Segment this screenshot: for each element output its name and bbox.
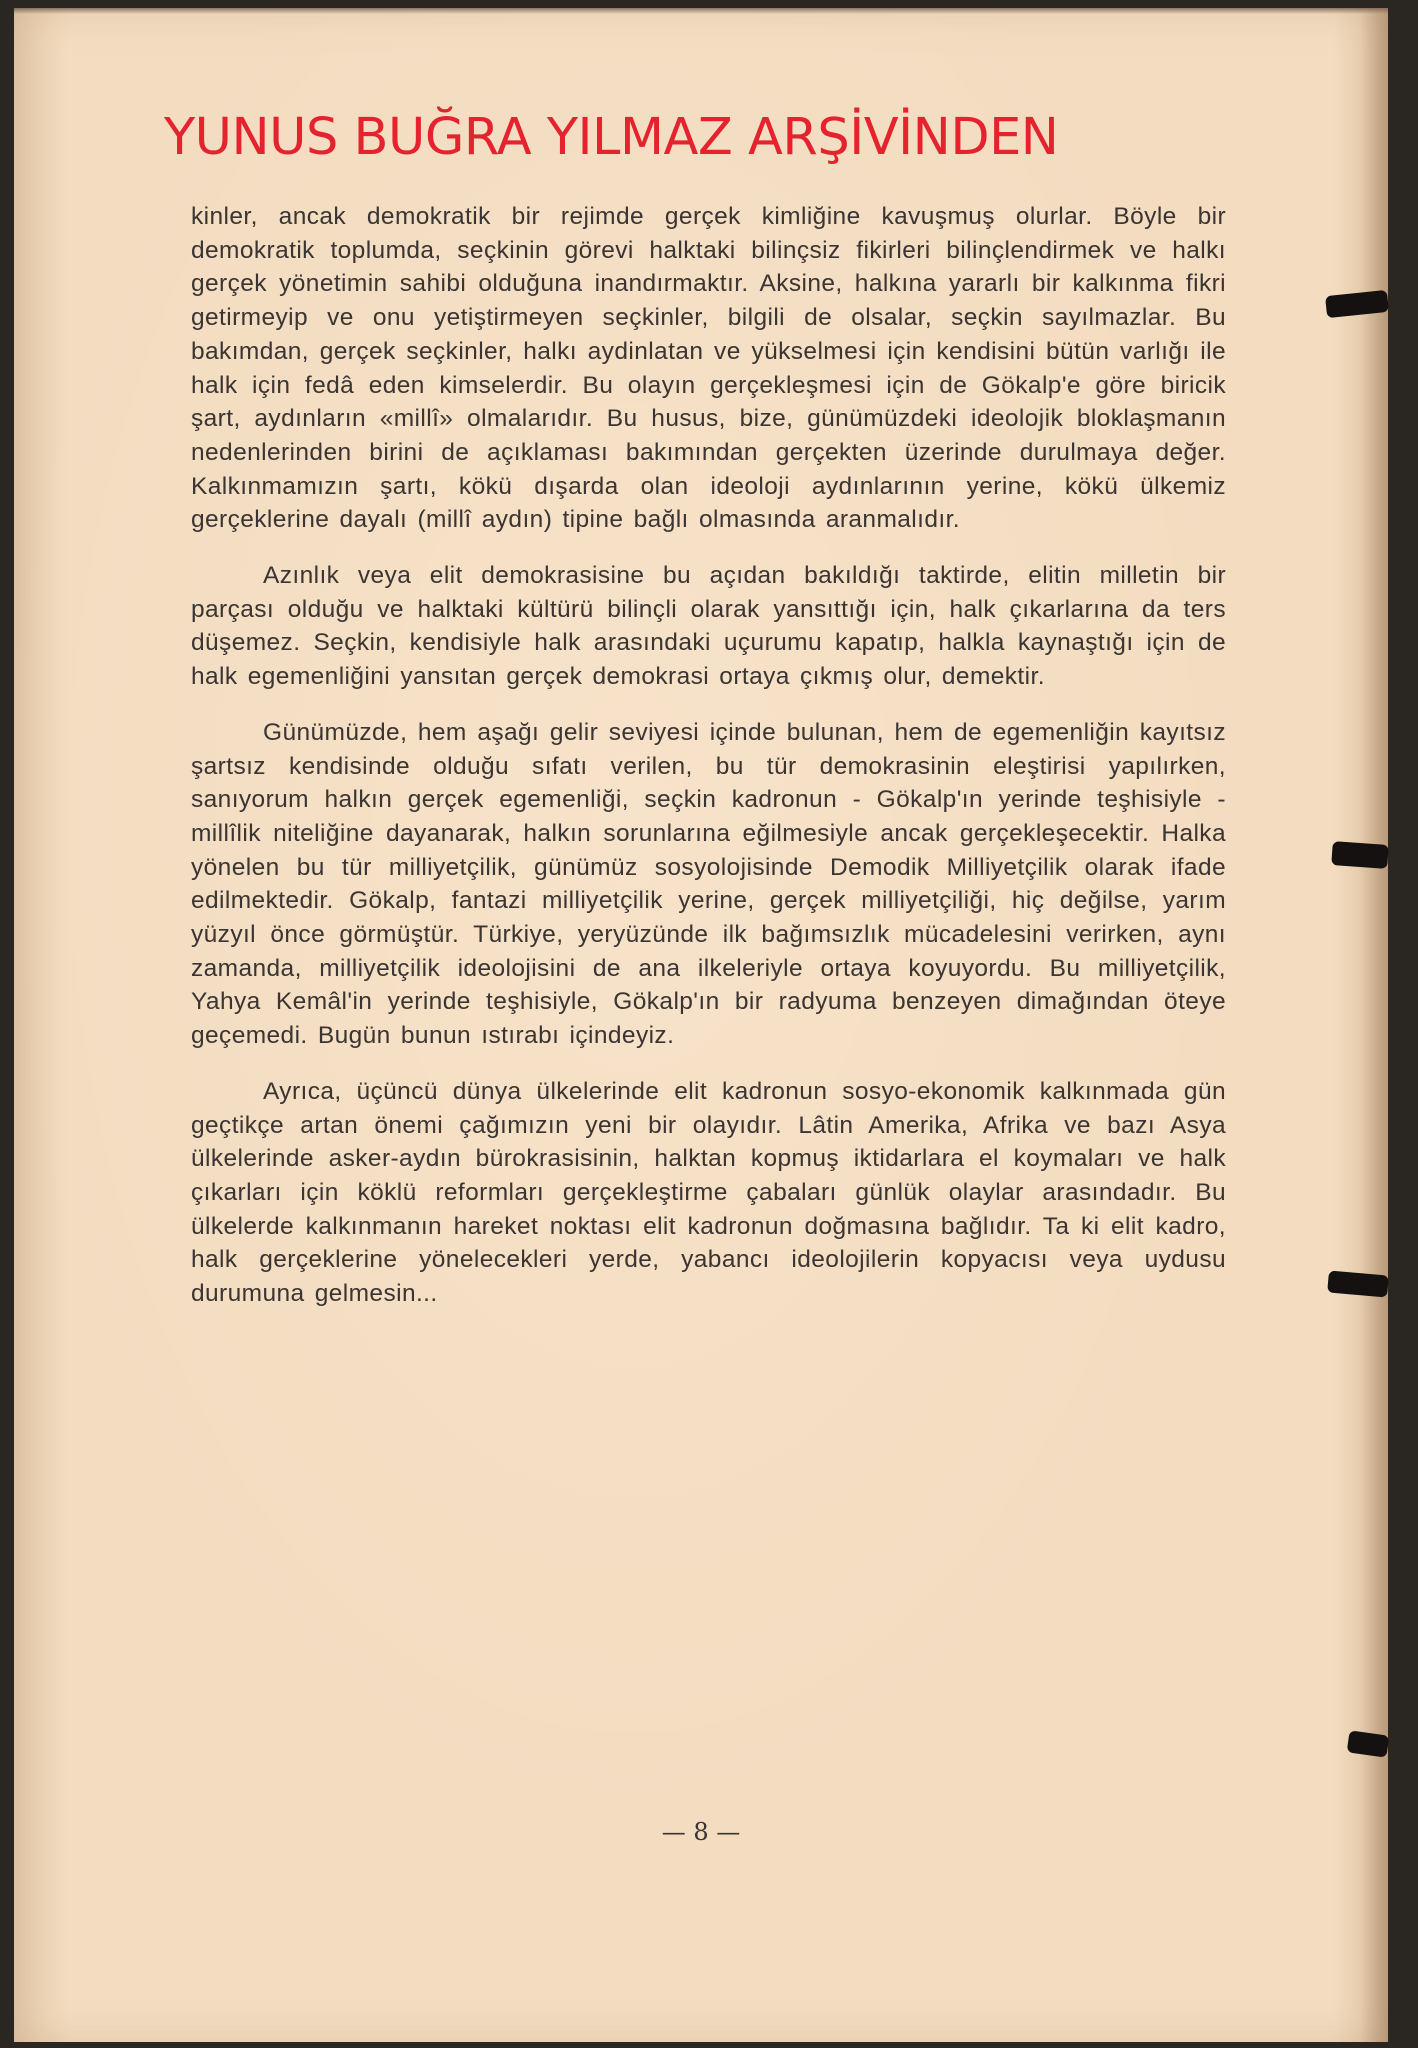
page-number: — 8 — [661, 1818, 741, 1846]
binding-staple [1327, 1270, 1389, 1297]
paragraph-4: Ayrıca, üçüncü dünya ülkelerinde elit kadronun sosyo-ekonomik kalkınmada gün geçtikçe artan önemi çağımızın yeni bir olayıdır. Lâtin Amerika, Afrika ve bazı Asya ülkelerinde asker-aydın bürokrasisinin, halktan kopmuş iktidarlara el koymaları ve halk çıkarları için köklü reformları gerçekleştirme çabaları günlük olaylar arasındadır. Bu ülkelerde kalkınmanın hareket noktası elit kadronun doğmasına bağlıdır. Ta ki elit kadro, halk gerçeklerine yönelecekleri yerde, yabancı ideolojilerin kopyacısı veya uydusu durumuna gelmesin... [191, 1077, 1226, 1308]
paragraph-2: Azınlık veya elit demokrasisine bu açıdan bakıldığı taktirde, elitin milletin bir parçası olduğu ve halktaki kültürü bilinçli olarak yansıttığı için, halk çıkarlarına da ters düşemez. Seçkin, kendisiyle halk arasındaki uçurumu kapatıp, halkla kaynaştığı için de halk egemenliğini yansıtan gerçek demokrasi ortaya çıkmış olur, demektir. [191, 562, 1226, 691]
binding-staple [1331, 841, 1389, 869]
paragraph-1: kinler, ancak demokratik bir rejimde gerçek kimliğine kavuşmuş olurlar. Böyle bir demokratik toplumda, seçkinin görevi halktaki bilinçsiz fikirleri bilinçlendirmek ve halkı gerçek yönetimin sahibi olduğuna inandırmaktır. Aksine, halkına yararlı bir kalkınma fikri getirmeyip ve onu yetiştirmeyen seçkinler, bilgili de olsalar, seçkin sayılmazlar. Bu bakımdan, gerçek seçkinler, halkı aydinlatan ve yükselmesi için kendisini bütün varlığı ile halk için fedâ eden kimselerdir. Bu olayın gerçekleşmesi için de Gökalp'e göre biricik şart, aydınların «millî» olmalarıdır. Bu husus, bize, günümüzdeki ideolojik bloklaşmanın nedenlerinden birini de açıklaması bakımından gerçekten üzerinde durulmaya değer. Kalkınmamızın şartı, kökü dışarda olan ideoloji aydınlarının yerine, kökü ülkemiz gerçeklerine dayalı (millî aydın) tipine bağlı olmasında aranmalıdır. [191, 203, 1226, 534]
paragraph-3: Günümüzde, hem aşağı gelir seviyesi içinde bulunan, hem de egemenliğin kayıtsız şartsız kendisinde olduğu sıfatı verilen, bu tür demokrasinin eleştirisi yapılırken, sanıyorum halkın gerçek egemenliği, seçkin kadronun - Gökalp'ın yerinde teşhisiyle - millîlik niteliğine dayanarak, halkın sorunlarına eğilmesiyle ancak gerçekleşecektir. Halka yönelen bu tür milliyetçilik, günümüz sosyolojisinde Demodik Milliyetçilik olarak ifade edilmektedir. Gökalp, fantazi milliyetçilik yerine, gerçek milliyetçiliği, hiç değilse, yarım yüzyıl önce görmüştür. Türkiye, yeryüzünde ilk bağımsızlık mücadelesini verirken, aynı zamanda, milliyetçilik ideolojisini de ana ilkeleriyle ortaya koyuyordu. Bu milliyetçilik, Yahya Kemâl'in yerinde teşhisiyle, Gökalp'ın bir radyuma benzeyen dimağından öteye geçemedi. Bugün bunun ıstırabı içindeyiz. [191, 718, 1226, 1050]
page-top-edge [14, 8, 1388, 14]
body-text [191, 200, 1226, 1333]
book-page [14, 8, 1388, 2042]
binding-staple [1347, 1730, 1390, 1757]
archive-header: YUNUS BUĞRA YILMAZ ARŞİVİNDEN [164, 108, 1059, 167]
